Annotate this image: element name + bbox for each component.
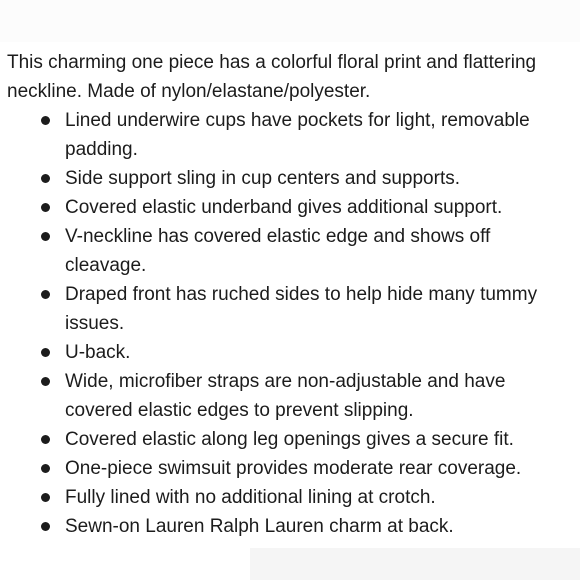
bullet-icon [41, 203, 50, 212]
list-item-text: Draped front has ruched sides to help hide many tummy issues. [65, 284, 538, 334]
list-item [7, 106, 575, 164]
bullet-icon [41, 435, 50, 444]
list-item [7, 483, 575, 512]
list-item-text: One-piece swimsuit provides moderate rear coverage. [65, 458, 522, 479]
list-item-text: V-neckline has covered elastic edge and shows off cleavage. [65, 226, 491, 276]
list-item [7, 193, 575, 222]
bottom-shade [250, 548, 580, 580]
list-item-text: Lined underwire cups have pockets for light, removable padding. [65, 110, 530, 160]
bullet-icon [41, 116, 50, 125]
list-item [7, 512, 575, 541]
list-item [7, 280, 575, 338]
list-item-text: U-back. [65, 342, 131, 363]
bullet-icon [41, 290, 50, 299]
top-background [0, 0, 580, 42]
bullet-icon [41, 348, 50, 357]
bullet-icon [41, 232, 50, 241]
bullet-icon [41, 522, 50, 531]
list-item-text: Sewn-on Lauren Ralph Lauren charm at back. [65, 516, 454, 537]
list-item-text: Covered elastic underband gives additional support. [65, 197, 503, 218]
bullet-icon [41, 493, 50, 502]
list-item [7, 222, 575, 280]
feature-list [7, 106, 575, 541]
bullet-icon [41, 464, 50, 473]
list-item-text: Wide, microfiber straps are non-adjustable and have covered elastic edges to prevent slipping. [65, 371, 506, 421]
bullet-icon [41, 377, 50, 386]
list-item-text: Fully lined with no additional lining at crotch. [65, 487, 436, 508]
list-item [7, 425, 575, 454]
list-item [7, 454, 575, 483]
list-item-text: Covered elastic along leg openings gives a secure fit. [65, 429, 514, 450]
intro-paragraph: This charming one piece has a colorful floral print and flattering neckline. Made of nylon/elastane/polyester. [7, 52, 537, 102]
list-item-text: Side support sling in cup centers and supports. [65, 168, 461, 189]
list-item [7, 164, 575, 193]
product-description [7, 48, 575, 541]
bullet-icon [41, 174, 50, 183]
list-item [7, 367, 575, 425]
list-item [7, 338, 575, 367]
